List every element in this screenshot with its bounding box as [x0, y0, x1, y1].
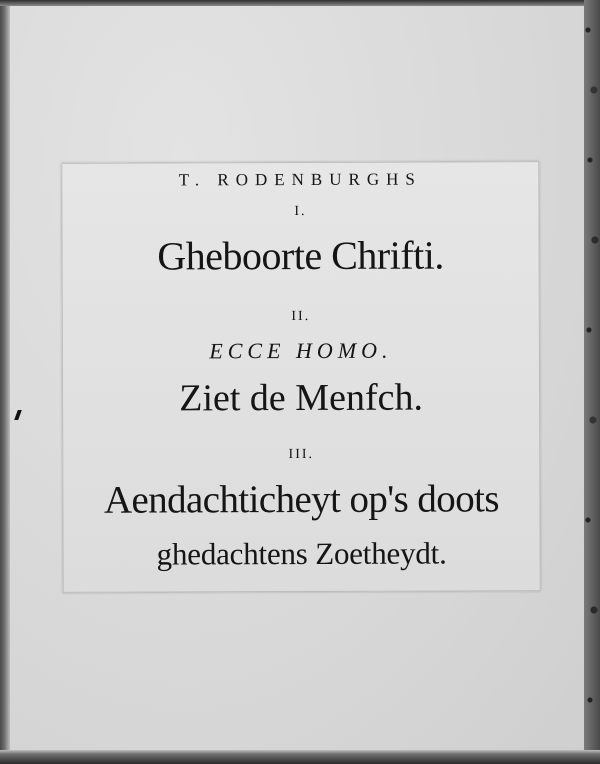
author-name: T. RODENBURGHS	[178, 169, 422, 190]
part-two-number: II.	[291, 308, 311, 325]
part-two-subtitle: ECCE HOMO.	[209, 337, 393, 364]
part-three-title-line-one: Aendachticheyt op's doots	[103, 477, 499, 522]
title-label	[61, 161, 540, 593]
book-page	[10, 6, 584, 750]
ink-mark	[14, 410, 22, 420]
part-three-title-line-two: ghedachtens Zoetheydt.	[156, 535, 447, 572]
marbled-fore-edge	[584, 0, 600, 764]
part-one-title: Gheboorte Chrifti.	[157, 232, 444, 279]
book-bottom-edge	[0, 750, 600, 764]
part-one-number: I.	[294, 203, 307, 220]
part-two-title: Ziet de Menfch.	[179, 376, 424, 420]
part-three-number: III.	[288, 446, 315, 463]
